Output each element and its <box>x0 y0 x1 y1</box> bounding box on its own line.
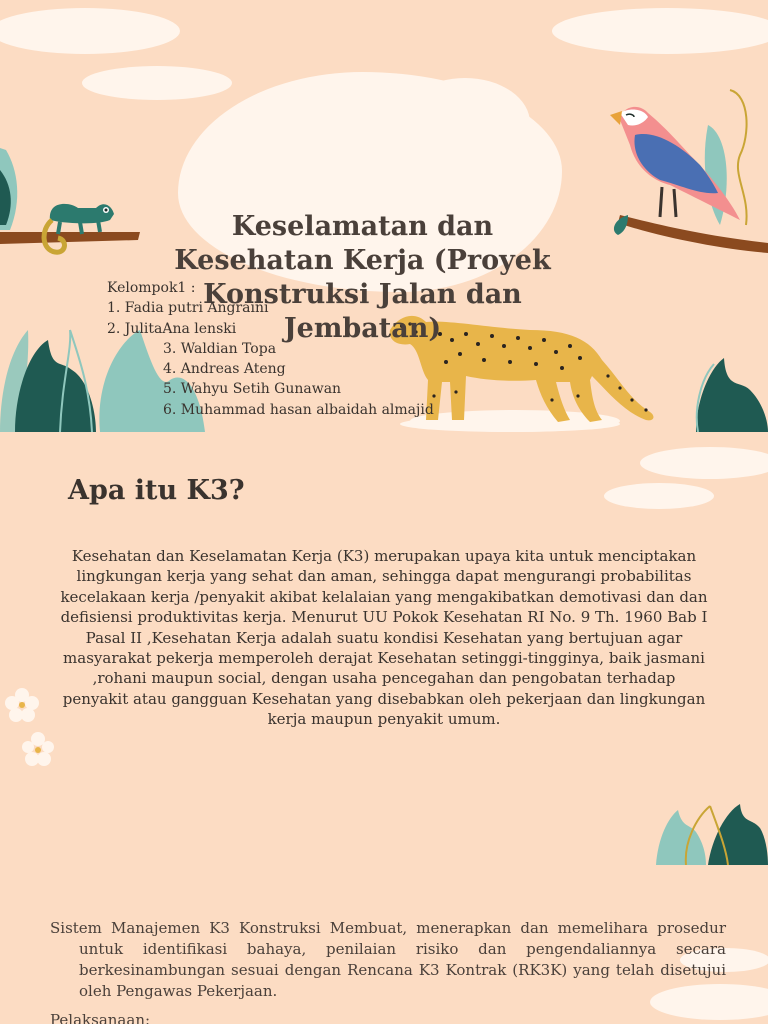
slide-k3 <box>0 433 768 865</box>
cloud <box>604 483 714 509</box>
member-list <box>107 278 434 420</box>
body-paragraph: Kesehatan dan Keselamatan Kerja (K3) merupakan upaya kita untuk menciptakan lingkungan kerja yang sehat dan aman, sehingga dapat mengurangi probabilitas kecelakaan kerja /penyakit akibat kelalaian yang mengakibatkan demotivasi dan dan defisiensi produktivitas kerja. Menurut UU Pokok Kesehatan RI No. 9 Th. 1960 Bab I Pasal II ,Kesehatan Kerja adalah suatu kondisi Kesehatan yang bertujuan agar masyarakat pekerja memperoleh derajat Kesehatan setinggi-tingginya, baik jasmani ,rohani maupun social, dengan usaha pencegahan dan pengobatan terhadap penyakit atau gangguan Kesehatan yang disebabkan oleh pekerjaan dan lingkungan kerja maupun penyakit umum. <box>60 547 708 729</box>
list-item: 3. Waldian Topa <box>163 340 277 357</box>
section-label: Pelaksanaan: <box>50 1011 151 1024</box>
cloud <box>82 66 232 100</box>
cloud <box>640 447 768 479</box>
cloud <box>552 8 768 54</box>
chameleon-icon <box>0 140 150 270</box>
cloud <box>400 78 530 168</box>
parrot-icon <box>600 85 768 265</box>
flower-icon <box>4 683 54 773</box>
list-item: 5. Wahyu Setih Gunawan <box>163 381 342 398</box>
list-item: Kelompok1 : <box>107 280 196 296</box>
slide-title <box>0 0 768 432</box>
plant-icon <box>656 798 768 865</box>
list-item: 6. Muhammad hasan albaidah almajid <box>163 401 434 418</box>
section-heading: Apa itu K3? <box>68 475 245 506</box>
body-paragraph: Sistem Manajemen K3 Konstruksi Membuat, menerapkan dan memelihara prosedur untuk identifikasi bahaya, penilaian risiko dan pengendaliannya secara berkesinambungan sesuai dengan Rencana K3 Kontrak (RK3K) yang telah disetujui oleh Pengawas Pekerjaan. <box>50 919 726 1000</box>
list-item: 2. JulitaAna lenski <box>107 320 237 337</box>
slide-smk3 <box>0 866 768 1024</box>
plant-icon <box>690 350 768 432</box>
list-item: 1. Fadia putri Angraini <box>107 300 269 317</box>
page-title: Keselamatan dan Kesehatan Kerja (Proyek Konstruksi Jalan dan Jembatan) <box>174 211 551 344</box>
list-item: 4. Andreas Ateng <box>163 361 286 378</box>
cloud <box>0 8 180 54</box>
